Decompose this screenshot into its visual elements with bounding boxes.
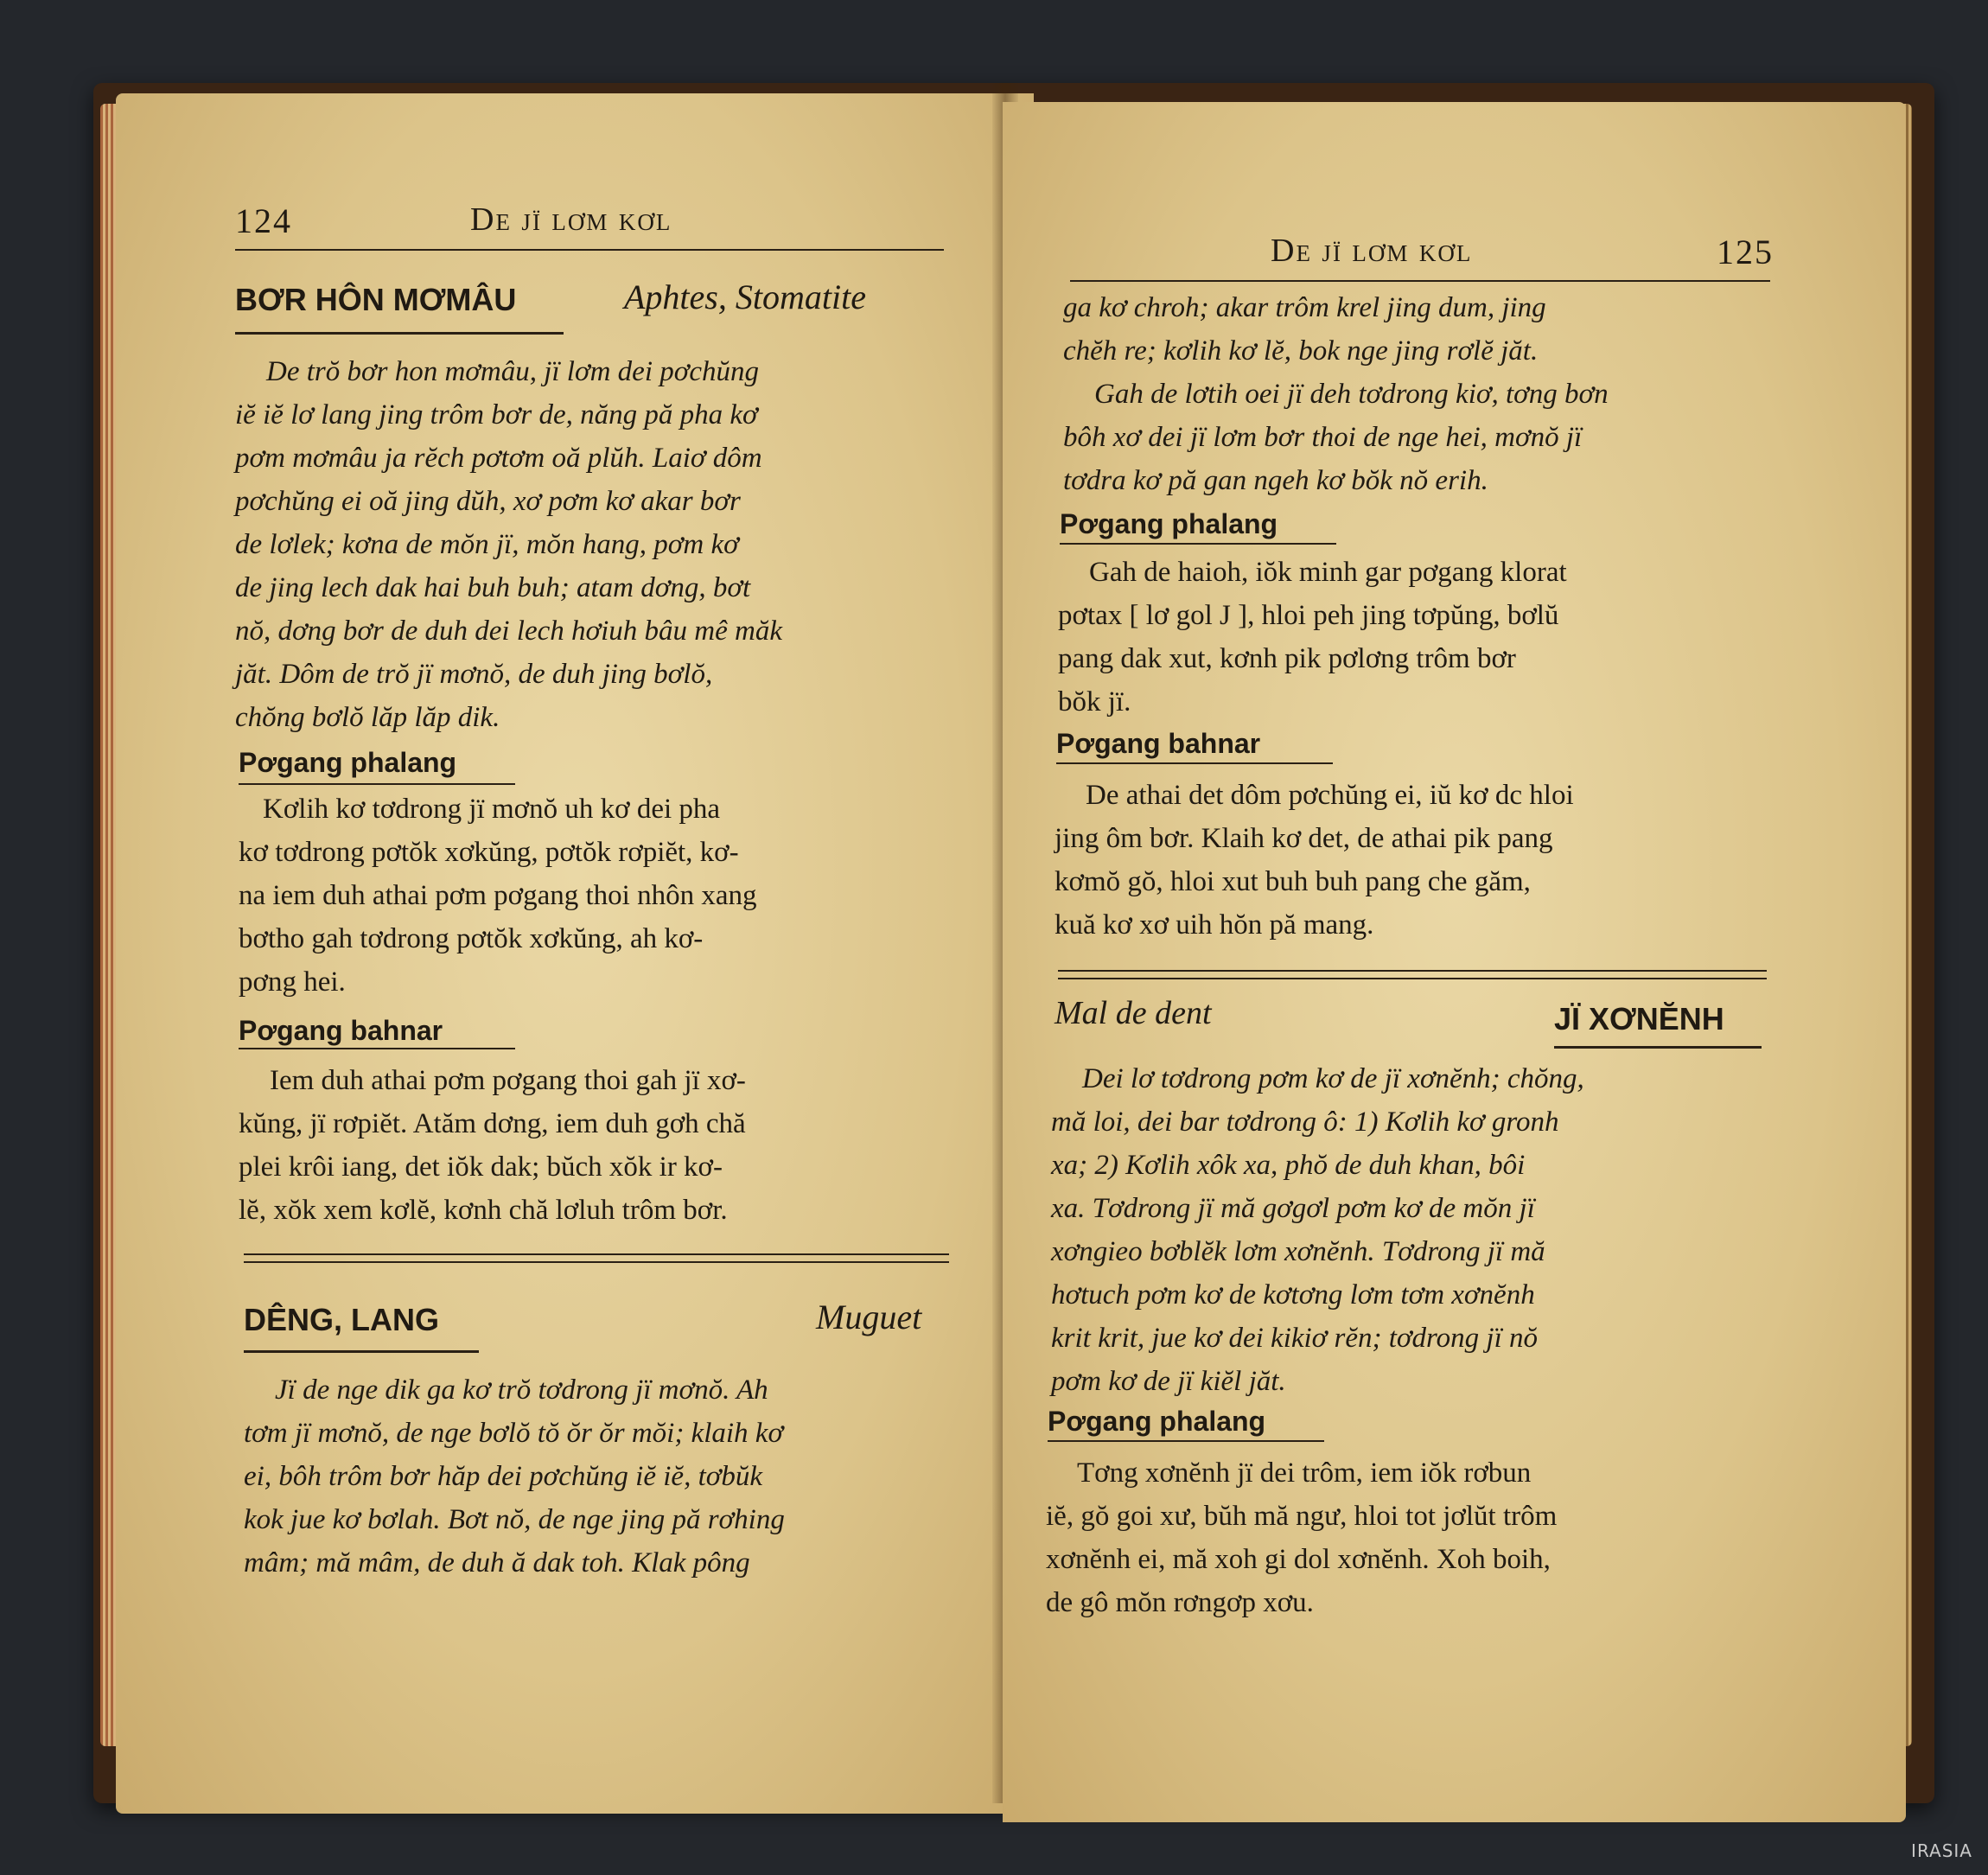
text-line: pơm mơmâu ja rĕch pơtơm oă plŭh. Laiơ dôm bbox=[235, 443, 762, 474]
subheading: Pơgang bahnar bbox=[1056, 728, 1261, 759]
subheading: Pơgang bahnar bbox=[239, 1015, 443, 1046]
subheading: Pơgang phalang bbox=[239, 747, 457, 778]
text-line: hơtuch pơm kơ de kơtơng lơm tơm xơnĕnh bbox=[1051, 1279, 1535, 1311]
text-line: de jing lech dak hai buh buh; atam dơng, bơt bbox=[235, 572, 751, 603]
scientific-name: Aphtes, Stomatite bbox=[624, 277, 866, 316]
text-line: Dei lơ tơdrong pơm kơ de jï xơnĕnh; chŏng, bbox=[1082, 1063, 1584, 1094]
section-heading: DÊNG, LANG bbox=[244, 1302, 440, 1337]
text-line: iĕ iĕ lơ lang jing trôm bơr de, năng pă pha kơ bbox=[235, 399, 758, 430]
section-divider bbox=[1058, 970, 1767, 979]
text-line: jăt. Dôm de trŏ jï mơnŏ, de duh jing bơlŏ, bbox=[235, 659, 713, 690]
text-line: kuă kơ xơ uih hŏn pă mang. bbox=[1055, 909, 1374, 941]
section-heading: BƠR HÔN MƠMÂU bbox=[235, 282, 517, 317]
french-name: Mal de dent bbox=[1055, 995, 1212, 1031]
header-rule bbox=[235, 249, 944, 251]
text-line: Gah de haioh, iŏk minh gar pơgang klorat bbox=[1089, 557, 1567, 588]
subheading-rule bbox=[1048, 1440, 1324, 1442]
text-line: mă loi, dei bar tơdrong ô: 1) Kơlih kơ gronh bbox=[1051, 1107, 1559, 1138]
subheading: Pơgang phalang bbox=[1060, 508, 1278, 539]
text-line: ei, bôh trôm bơr hăp dei pơchŭng iĕ iĕ, tơbŭk bbox=[244, 1461, 762, 1492]
text-line: pơchŭng ei oă jing dŭh, xơ pơm kơ akar bơr bbox=[235, 486, 741, 517]
text-line: xơngieo bơblĕk lơm xơnĕnh. Tơdrong jï mă bbox=[1051, 1236, 1545, 1267]
header-rule bbox=[1070, 280, 1770, 282]
text-line: de lơlek; kơna de mŏn jï, mŏn hang, pơm kơ bbox=[235, 529, 739, 560]
running-head: De jï lơm kơl bbox=[470, 201, 672, 238]
page-number: 124 bbox=[235, 201, 292, 240]
text-line: nŏ, dơng bơr de duh dei lech hơiuh bâu mê măk bbox=[235, 615, 782, 647]
text-line: kơ tơdrong pơtŏk xơkŭng, pơtŏk rơpiĕt, kơ- bbox=[239, 837, 739, 868]
section-heading: JÏ XƠNĔNH bbox=[1554, 1001, 1724, 1036]
text-line: jing ôm bơr. Klaih kơ det, de athai pik pang bbox=[1055, 823, 1553, 854]
heading-underline bbox=[1554, 1046, 1762, 1049]
text-line: Jï de nge dik ga kơ trŏ tơdrong jï mơnŏ. Ah bbox=[275, 1374, 768, 1406]
text-line: mâm; mă mâm, de duh ă dak toh. Klak pông bbox=[244, 1547, 750, 1578]
scientific-name: Muguet bbox=[816, 1298, 922, 1336]
text-line: De trŏ bơr hon mơmâu, jï lơm dei pơchŭng bbox=[266, 356, 759, 387]
subheading-rule bbox=[1056, 762, 1333, 764]
subheading-rule bbox=[1060, 543, 1336, 545]
running-head: De jï lơm kơl bbox=[1271, 233, 1473, 269]
text-line: tơdra kơ pă gan ngeh kơ bŏk nŏ erih. bbox=[1063, 465, 1488, 496]
subheading-rule bbox=[239, 783, 515, 785]
watermark: IRASIA bbox=[1911, 1840, 1972, 1861]
text-line: tơm jï mơnŏ, de nge bơlŏ tŏ ŏr ŏr mŏi; klaih kơ bbox=[244, 1418, 784, 1449]
text-line: iĕ, gŏ goi xư, bŭh mă ngư, hloi tot jơlŭt trôm bbox=[1046, 1501, 1558, 1532]
text-line: de gô mŏn rơngơp xơu. bbox=[1046, 1587, 1314, 1618]
text-line: bŏk jï. bbox=[1058, 686, 1131, 717]
text-line: xa. Tơdrong jï mă gơgơl pơm kơ de mŏn jï bbox=[1051, 1193, 1535, 1224]
text-line: Kơlih kơ tơdrong jï mơnŏ uh kơ dei pha bbox=[263, 794, 721, 825]
text-line: plei krôi iang, det iŏk dak; bŭch xŏk ir kơ- bbox=[239, 1151, 723, 1183]
text-line: chŏng bơlŏ lăp lăp dik. bbox=[235, 702, 500, 733]
text-line: Tơng xơnĕnh jï dei trôm, iem iŏk rơbun bbox=[1077, 1457, 1532, 1489]
text-line: xơnĕnh ei, mă xoh gi dol xơnĕnh. Xoh boih, bbox=[1046, 1544, 1551, 1575]
left-page bbox=[116, 93, 1034, 1814]
subheading: Pơgang phalang bbox=[1048, 1406, 1266, 1437]
text-line: pang dak xut, kơnh pik pơlơng trôm bơr bbox=[1058, 643, 1516, 674]
text-line: bơtho gah tơdrong pơtŏk xơkŭng, ah kơ- bbox=[239, 923, 704, 954]
text-line: kơmŏ gŏ, hloi xut buh buh pang che găm, bbox=[1055, 866, 1531, 897]
subheading-rule bbox=[239, 1048, 515, 1049]
text-line: xa; 2) Kơlih xôk xa, phŏ de duh khan, bôi bbox=[1051, 1150, 1526, 1181]
page-number: 125 bbox=[1717, 233, 1774, 271]
heading-underline bbox=[235, 332, 564, 335]
text-line: De athai det dôm pơchŭng ei, iŭ kơ dc hloi bbox=[1086, 780, 1574, 811]
text-line: pơm kơ de jï kiĕl jăt. bbox=[1051, 1366, 1286, 1397]
text-line: kŭng, jï rơpiĕt. Atăm dơng, iem duh gơh chă bbox=[239, 1108, 746, 1139]
heading-underline bbox=[244, 1350, 479, 1353]
text-line: pơtax [ lơ gol J ], hloi peh jing tơpŭng, bơlŭ bbox=[1058, 600, 1559, 631]
text-line: ga kơ chroh; akar trôm krel jing dum, jing bbox=[1063, 292, 1546, 323]
text-line: krit krit, jue kơ dei kikiơ rĕn; tơdrong jï nŏ bbox=[1051, 1323, 1538, 1354]
text-line: chĕh re; kơlih kơ lĕ, bok nge jing rơlĕ jăt. bbox=[1063, 335, 1539, 367]
text-line: Iem duh athai pơm pơgang thoi gah jï xơ- bbox=[270, 1065, 746, 1096]
right-page bbox=[1003, 102, 1906, 1822]
section-divider bbox=[244, 1253, 949, 1263]
text-line: kok jue kơ bơlah. Bơt nŏ, de nge jing pă rơhing bbox=[244, 1504, 785, 1535]
text-line: lĕ, xŏk xem kơlĕ, kơnh chă lơluh trôm bơr. bbox=[239, 1195, 728, 1226]
text-line: pơng hei. bbox=[239, 966, 346, 998]
text-line: Gah de lơtih oei jï deh tơdrong kiơ, tơng bơn bbox=[1094, 379, 1609, 410]
text-line: bôh xơ dei jï lơm bơr thoi de nge hei, mơnŏ jï bbox=[1063, 422, 1583, 453]
text-line: na iem duh athai pơm pơgang thoi nhôn xang bbox=[239, 880, 757, 911]
